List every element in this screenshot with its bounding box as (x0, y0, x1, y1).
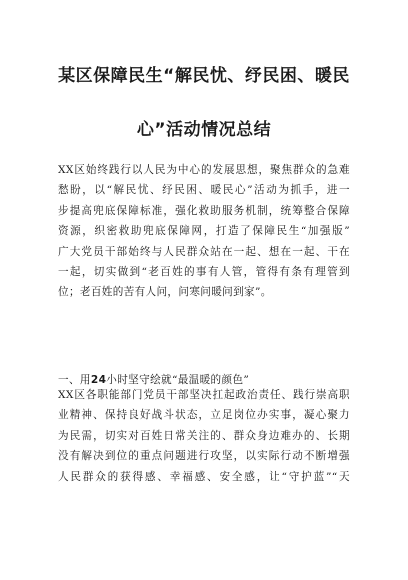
paragraph-line: 愁盼，以“解民忧、纾民困、暖民心”活动为抓手，进一 (58, 184, 350, 197)
paragraph-line: XX区始终践行以人民为中心的发展思想，聚焦群众的急难 (58, 164, 350, 176)
paragraph-line: XX区各职能部门党员干部坚决扛起政治责任、践行崇高职 (58, 389, 350, 401)
paragraph-line: 步提高兜底保障标准，强化救助服务机制，统筹整合保障 (58, 204, 350, 217)
heading-prefix: 一、用 (58, 374, 91, 386)
section-1-paragraph (58, 385, 350, 487)
paragraph-line: 位；老百姓的苦有人问，问寒问暖问到家”。 (58, 286, 272, 299)
paragraph-line: 广大党员干部始终与人民群众站在一起、想在一起、干在 (58, 245, 350, 258)
paragraph-line: 资源，织密救助兜底保障网，打造了保障民生“加强版” (58, 225, 350, 238)
paragraph-line: 一起，切实做到“老百姓的事有人管，管得有条有理管到 (58, 265, 350, 278)
heading-number: 24 (90, 374, 107, 386)
document-title-line-1: 某区保障民生“解民忧、纾民困、暖民 (58, 66, 350, 86)
heading-suffix: 小时坚守绘就“最温暖的颜色” (106, 374, 250, 386)
intro-paragraph (58, 160, 350, 303)
paragraph-line: 人民群众的获得感、幸福感、安全感，让“守护蓝”“天 (58, 470, 350, 483)
document-title-line-2: 心”活动情况总结 (136, 120, 272, 140)
paragraph-line: 没有解决到位的重点问题进行攻坚，以实际行动不断增强 (58, 450, 350, 463)
paragraph-line: 业精神、保持良好战斗状态，立足岗位办实事，凝心聚力 (58, 409, 350, 422)
paragraph-line: 为民需，切实对百姓日常关注的、群众身边难办的、长期 (58, 429, 350, 442)
